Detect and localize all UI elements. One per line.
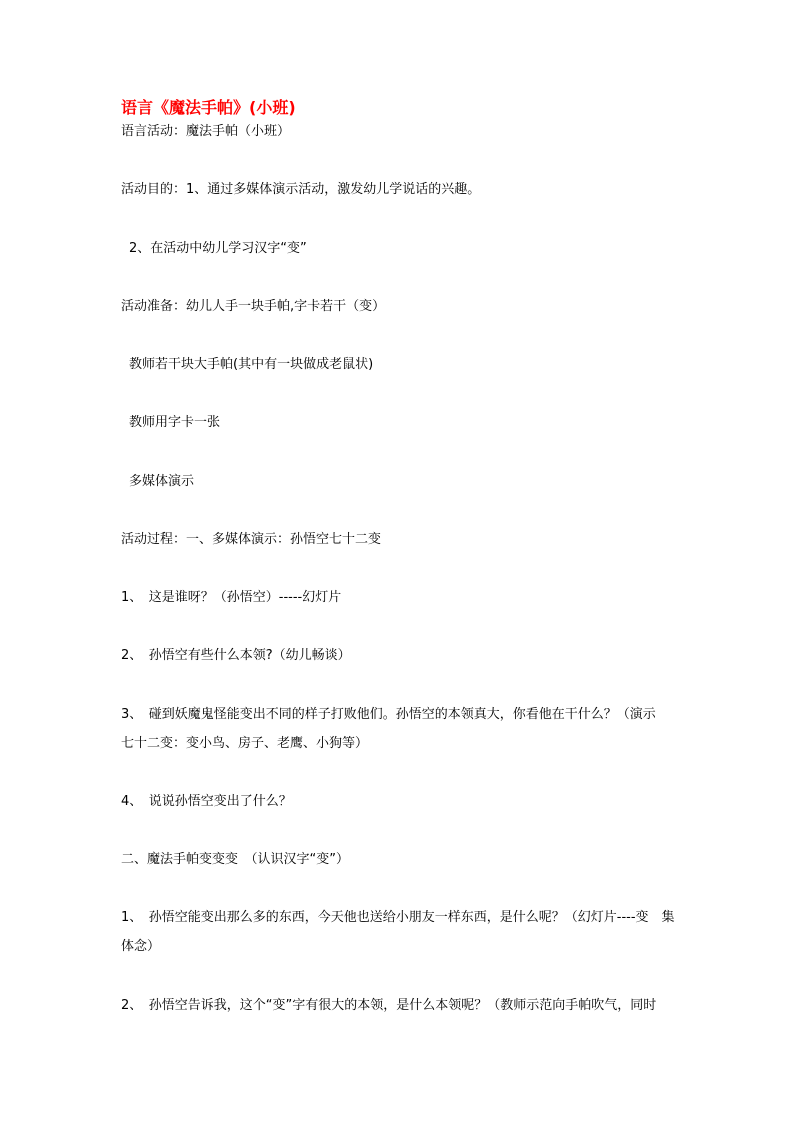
list-item-2: 2、 孙悟空有些什么本领?（幼儿畅谈） xyxy=(121,648,351,663)
paragraph-goal-1: 活动目的：1、通过多媒体演示活动，激发幼儿学说话的兴趣。 xyxy=(121,182,481,197)
paragraph-preparation-multimedia: 多媒体演示 xyxy=(129,474,195,489)
paragraph-preparation-card: 教师用字卡一张 xyxy=(129,415,221,430)
list-item-2-1: 1、 孙悟空能变出那么多的东西，今天他也送给小朋友一样东西，是什么呢？（幻灯片----变 集 xyxy=(121,910,675,925)
list-item-3: 3、 碰到妖魔鬼怪能变出不同的样子打败他们。孙悟空的本领真大，你看他在干什么？（演示 xyxy=(121,707,656,722)
paragraph-process-heading: 活动过程：一、多媒体演示：孙悟空七十二变 xyxy=(121,532,382,547)
list-item-2-1-continued: 体念） xyxy=(121,939,161,954)
list-item-4: 4、 说说孙悟空变出了什么？ xyxy=(121,794,292,809)
list-item-2-2: 2、 孙悟空告诉我，这个“变”字有很大的本领，是什么本领呢？（教师示范向手帕吹气，同时 xyxy=(121,998,657,1013)
section-heading-2: 二、魔法手帕变变变 （认识汉字“变”） xyxy=(121,852,349,867)
paragraph-activity-name: 语言活动：魔法手帕（小班） xyxy=(121,124,291,139)
paragraph-preparation: 活动准备：幼儿人手一块手帕,字卡若干（变） xyxy=(121,299,386,314)
paragraph-preparation-handkerchiefs: 教师若干块大手帕(其中有一块做成老鼠状) xyxy=(129,357,374,372)
list-item-3-continued: 七十二变：变小鸟、房子、老鹰、小狗等） xyxy=(121,736,369,751)
list-item-1: 1、 这是谁呀？（孙悟空）-----幻灯片 xyxy=(121,590,342,605)
paragraph-goal-2: 2、在活动中幼儿学习汉字“变” xyxy=(129,241,307,256)
document-title: 语言《魔法手帕》(小班) xyxy=(121,98,296,117)
